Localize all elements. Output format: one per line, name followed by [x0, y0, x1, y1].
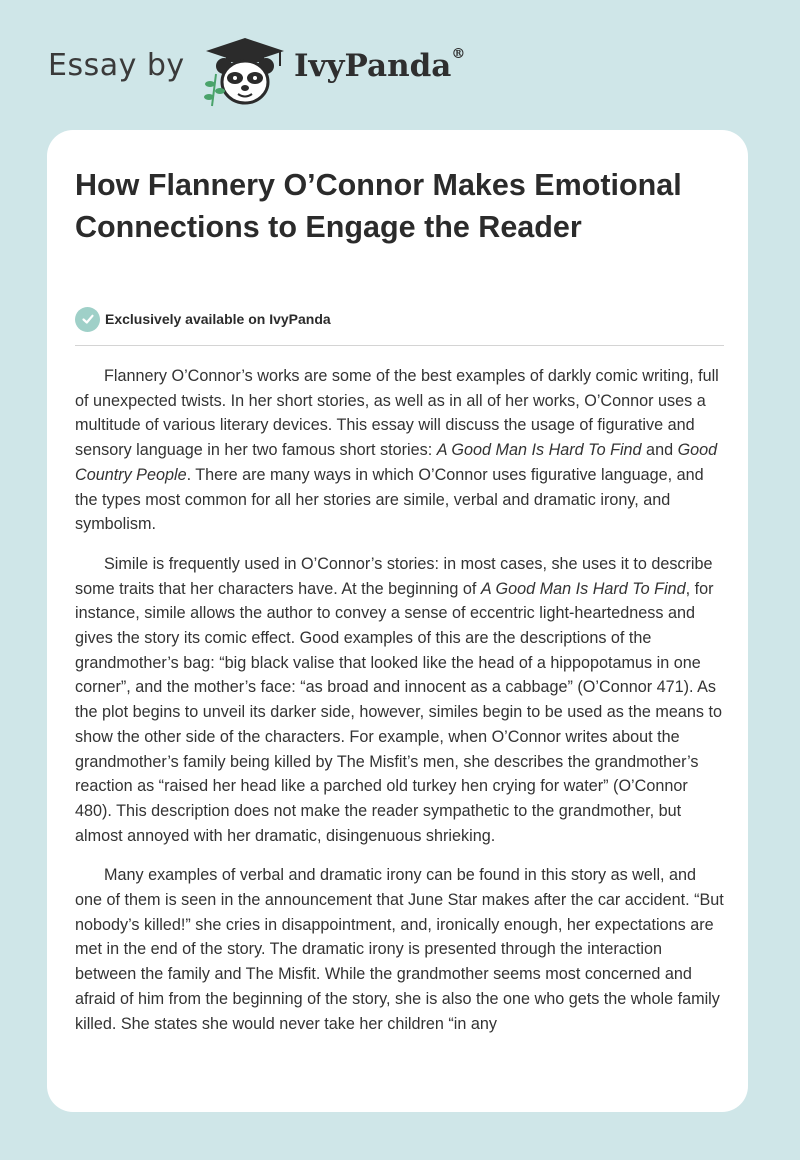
essay-title: How Flannery O’Connor Makes Emotional Connections to Engage the Reader: [75, 168, 682, 244]
essay-card: [47, 130, 748, 1112]
italic-title-text: Good Country People: [75, 441, 718, 484]
essay-by-label: Essay by: [48, 48, 185, 83]
paragraph-text: and: [641, 441, 678, 460]
checkmark-icon: [75, 307, 100, 332]
essay-body: [75, 364, 727, 1051]
site-header: [0, 0, 800, 130]
registered-mark: ®: [451, 46, 466, 62]
title-divider: [75, 345, 724, 346]
panda-graduate-icon: [200, 36, 290, 108]
italic-title-text: A Good Man Is Hard To Find: [436, 441, 642, 460]
paragraph-text: . There are many ways in which O’Connor uses figurative language, and the types most common for all her stories are simile, verbal and dramatic irony, and symbolism.: [75, 465, 704, 534]
essay-paragraph: [75, 364, 727, 537]
brand-text: IvyPanda: [294, 48, 452, 84]
essay-paragraph: [75, 863, 727, 1036]
essay-paragraph: [75, 552, 727, 848]
paragraph-text: , for instance, simile allows the author to convey a sense of eccentric light-heartedness and gives the story its comic effect. Good examples of this are the descriptions of the grandmother’s bag: “big black valise that looked like the head of a hippopotamus in one corner”, and the mother’s face: “as broad and innocent as a cabbage” (O’Connor 471). As the plot begins to unveil its darker side, however, similes begin to be used as the means to show the other side of the characters. For example, when O’Connor writes about the grandmother’s family being killed by The Misfit’s men, she describes the grandmother’s reaction as “raised her head like a parched old turkey hen crying for water” (O’Connor 480). This description does not make the reader sympathetic to the grandmother, but almost annoyed with her dramatic, disingenuous shrieking.: [75, 579, 722, 845]
italic-title-text: A Good Man Is Hard To Find: [480, 579, 686, 598]
paragraph-text: Flannery O’Connor’s works are some of the best examples of darkly comic writing, full of unexpected twists. In her short stories, as well as in all of her works, O’Connor uses a multitude of various literary devices. This essay will discuss the usage of figurative and sensory language in her two famous short stories:: [75, 367, 719, 460]
brand-name[interactable]: [294, 48, 465, 84]
paragraph-text: Simile is frequently used in O’Connor’s stories: in most cases, she uses it to describe some traits that her characters have. At the beginning of: [75, 554, 713, 598]
exclusive-badge-label: Exclusively available on IvyPanda: [105, 311, 331, 327]
paragraph-text: Many examples of verbal and dramatic irony can be found in this story as well, and one of them is seen in the announcement that June Star makes after the car accident. “But nobody’s killed!” she cries in disappointment, and, ironically enough, her expectations are met in the end of the story. The dramatic irony is presented through the interaction between the family and The Misfit. While the grandmother seems most concerned and afraid of him from the beginning of the story, she is also the one who gets the whole family killed. She states she would never take her children “in any: [75, 866, 724, 1033]
exclusive-badge: [75, 306, 331, 332]
